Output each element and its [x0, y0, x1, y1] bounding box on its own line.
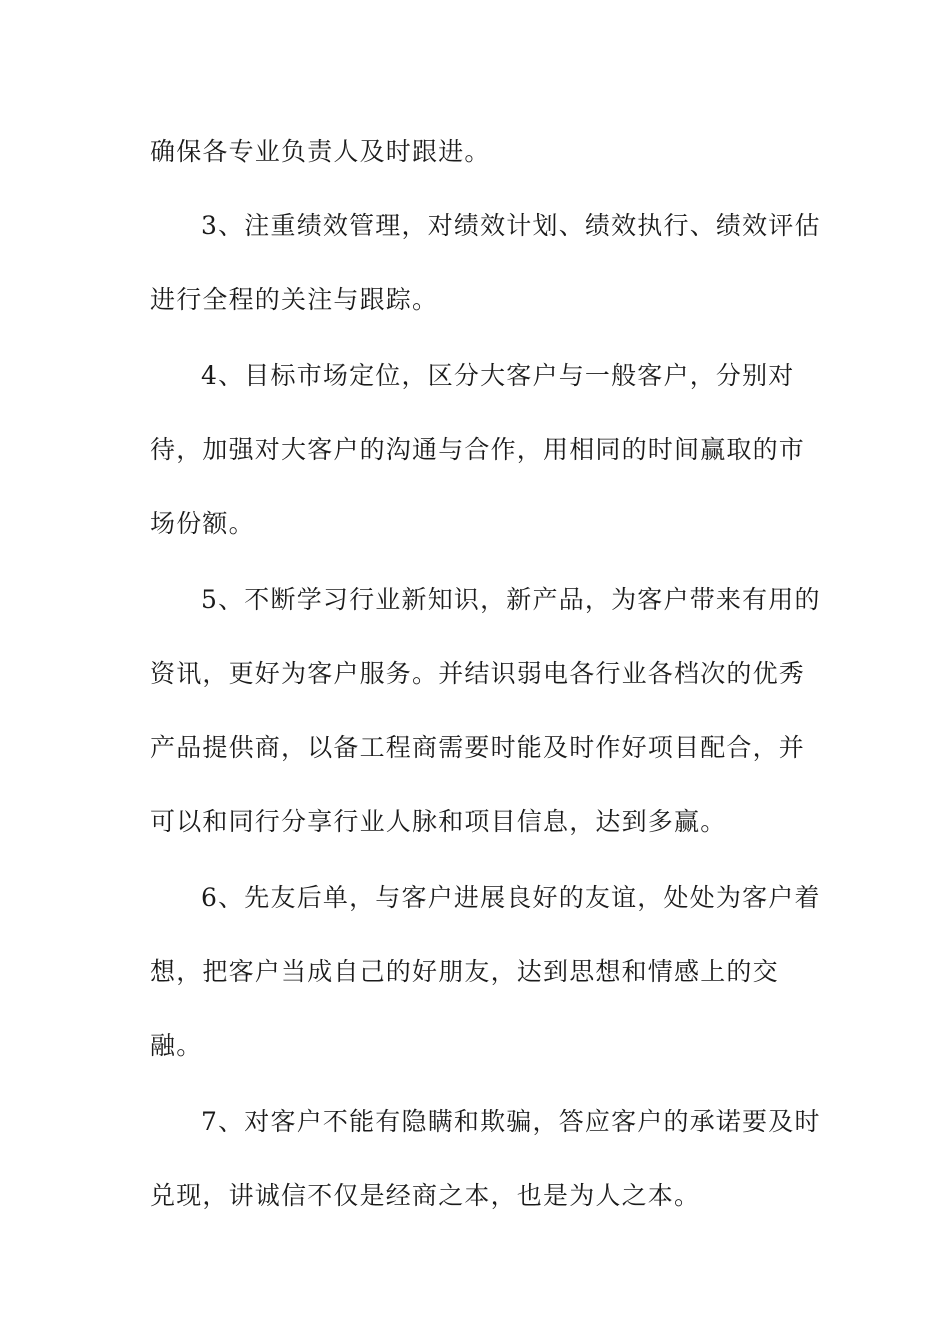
text-line: 产品提供商，以备工程商需要时能及时作好项目配合，并 [150, 733, 806, 762]
paragraph-start-line: 4、目标市场定位，区分大客户与一般客户，分别对 [201, 361, 795, 390]
paragraph-start-line: 6、先友后单，与客户进展良好的友谊，处处为客户着 [201, 883, 821, 912]
text-line: 确保各专业负责人及时跟进。 [150, 137, 491, 166]
text-line: 资讯，更好为客户服务。并结识弱电各行业各档次的优秀 [150, 659, 806, 688]
paragraph-start-line: 7、对客户不能有隐瞒和欺骗，答应客户的承诺要及时 [201, 1107, 821, 1136]
text-line: 待，加强对大客户的沟通与合作，用相同的时间赢取的市 [150, 435, 806, 464]
text-line: 可以和同行分享行业人脉和项目信息，达到多赢。 [150, 807, 727, 836]
text-line: 融。 [150, 1031, 203, 1060]
text-line: 想，把客户当成自己的好朋友，达到思想和情感上的交 [150, 957, 779, 986]
paragraph-start-line: 5、不断学习行业新知识，新产品，为客户带来有用的 [201, 585, 821, 614]
text-line: 兑现，讲诚信不仅是经商之本，也是为人之本。 [150, 1181, 701, 1210]
text-line: 场份额。 [150, 509, 255, 538]
paragraph-start-line: 3、注重绩效管理，对绩效计划、绩效执行、绩效评估 [201, 211, 821, 240]
text-line: 进行全程的关注与跟踪。 [150, 285, 439, 314]
